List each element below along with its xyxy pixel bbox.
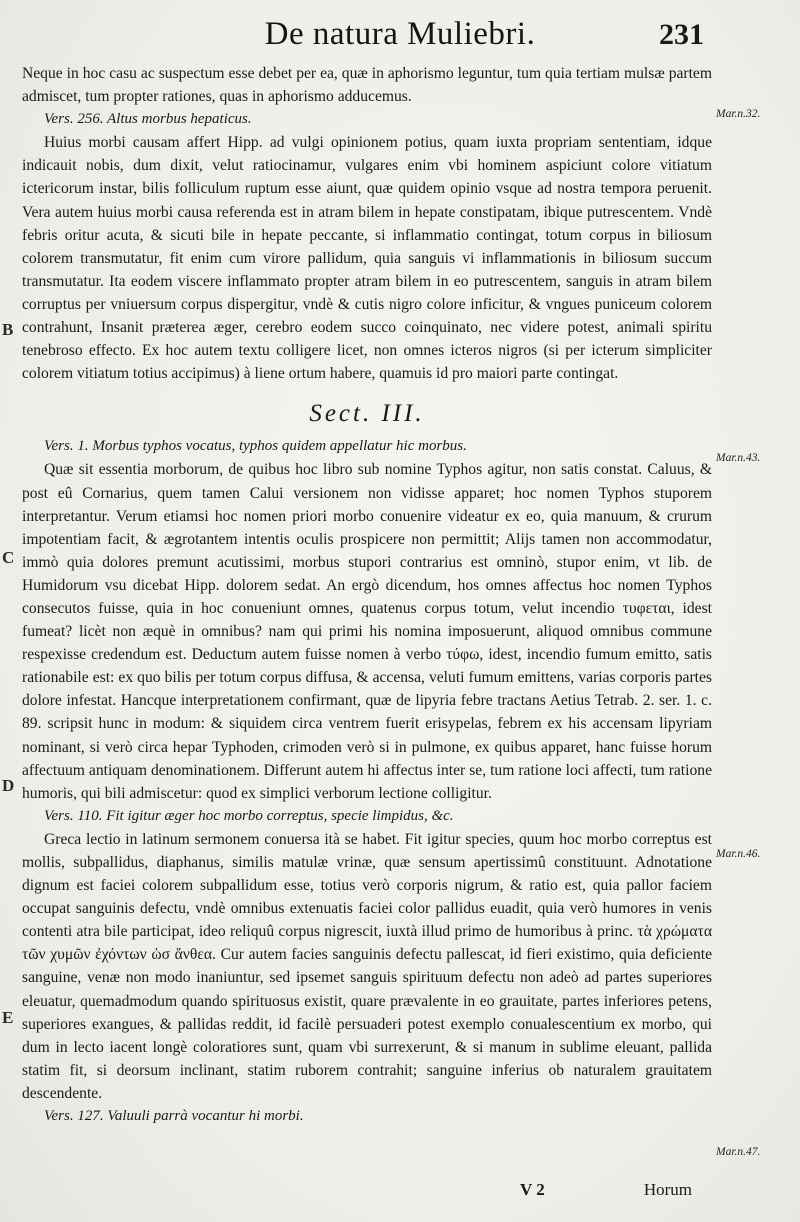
margin-reference: Mar.n.46. (716, 848, 761, 860)
main-text-block (22, 62, 712, 1128)
margin-reference: Mar.n.47. (716, 1146, 761, 1158)
verse-heading-127: Vers. 127. Valuuli parrà vocantur hi morbi. (44, 1108, 304, 1125)
margin-reference: Mar.n.43. (716, 452, 761, 464)
paragraph-limpidus: Greca lectio in latinum sermonem conuersa ità se habet. Fit igitur species, quum hoc morbo correptus est mollis, subpallidus, diaphanus, similis matulæ vrinæ, quæ sensum apertissimû constituunt. Adnotatione dignum est faciei colorem subpallidum esse, totius verò corporis nigrum, & ratio est, quia pallor faciem occupat sanguinis defectu, vndè omnibus extenuatis faciei color pallidus euadit, quia verò humores in venis contenti atra bile participat, ideo reliquû corpus nigrescit, iuxtà illud primo de humoribus à princ. τὰ χρώματα τῶν χυμῶν ἐχόντων ὡσ ἄνθεα. Cur autem facies sanguinis defectu pallescat, id fieri existimo, quia deficiente sanguine, venæ non modo inaniuntur, sed ipsemet sanguis spirituum defectu non adeò ad partes superiores eleuatur, quemadmodum quando spirituosus existit, quare prævalente in eo grauitate, partes inferiores petens, superiores exangues, & pallidas reddit, id facilè persuaderi potest exemplo conualescentium ex morbo, qui dum in lecto iacent longè coloratiores sunt, quam vbi surrexerunt, & si manum in sublime eleuant, pallida statim fit, si deorsum inclinant, statim ruborem contrahit; sanguine inferius ob naturalem grauitatem descendente. (22, 830, 712, 1102)
page-number: 231 (659, 18, 704, 51)
paragraph-hepaticus: Huius morbi causam affert Hipp. ad vulgi opinionem potius, quam iuxta propriam sententiam, idque indicauit nobis, dum dixit, velut ratiocinamur, vulgares enim vbi hominem aspiciunt colore vitiatum ictericorum instar, bilis folliculum ruptum esse aiunt, quæ quidem opinio vsque ad nostra tempora peruenit. Vera autem huius morbi causa referenda est in atram bilem in hepate constipatam, ibique putrescentem. Vndè febris oritur acuta, & sicuti bile in hepate peccante, si inflammatio contingat, totum corpus in biliosum colorem transmutatur, fit enim cum virore pallidum, quia sanguis vi inflammationis in biliosum succum transmutatur. Ita eodem viscere inflammato propter atram bilem in eo putrescentem, sanguis in atram bilem corruptus per vniuersum corpus dispergitur, vndè & cutis nigro colore inficitur, & vngues puniceum colorem contrahunt, Insanit præterea æger, cerebro eodem succo coinquinato, nec videre potest, animali spiritu tenebroso effecto. Ex hoc autem textu colligere licet, non omnes icteros nigros (si per icterum simpliciter colorem vitiatum totius accipimus) à liene ortum habere, quamuis id pro maiori parte contingat. (22, 134, 712, 383)
side-letter-marker: D (2, 776, 15, 795)
catchword: Horum (643, 1180, 692, 1199)
side-letter-marker: E (2, 1008, 14, 1027)
section-heading: Sect. III. (309, 400, 425, 428)
paragraph-opening: Neque in hoc casu ac suspectum esse debet per ea, quæ in aphorismo leguntur, tum quia tertiam mulsæ partem admiscet, tum propter rationes, quas in aphorismo adducemus. (22, 65, 712, 106)
verse-heading-1: Vers. 1. Morbus typhos vocatus, typhos quidem appellatur hic morbus. (44, 438, 467, 455)
running-title: De natura Muliebri. (264, 16, 536, 52)
side-letter-marker: B (2, 320, 14, 339)
running-head (0, 10, 800, 58)
paragraph-typhos: Quæ sit essentia morborum, de quibus hoc libro sub nomine Typhos agitur, non satis constat. Caluus, & post eû Cornarius, quem tamen Calui versionem non vidisse apparet; hoc nomen Typhos stuporem interpretantur. Verum etiamsi hoc nomen priori morbo conuenire videatur ex eo, quia manuum, & crurum impotentiam facit, & ægrotantem intentis oculis prospicere non permittit; Alijs tamen non accommodatur, immò quia dolores premunt acutissimi, morbus stupori contrarius est omninò, stupor enim, vt lib. de Humidorum vsu dicebat Hipp. dolorem sedat. An ergò dicendum, hos omnes affectus hoc nomen Typhos consecutos fuisse, quia in hoc conueniunt omnes, quatenus corpus totum, velut incendio τυφεται, idest fumeat? licèt non æquè in omnibus? nam qui primi his nomina imposuerunt, aliquod omnibus commune respexisse credendum est. Deductum autem fuisse nomen à verbo τύφω, idest, incendio fumum emitto, satis rationabile est: ex quo bilis per totum corpus diffusa, & accensa, veluti fumum emittens, varias corporis partes dolore infestat. Hancque interpretationem confirmant, quæ de lipyria febre tractans Aetius Tetrab. 2. ser. 1. c. 89. scripsit hunc in modum: & siquidem circa ventrem fuerit erisypelas, febrem ex his accensam lipyriam nominant, si verò circa hepar Typhoden, crimoden verò si in pulmone, ex quibus apparet, hanc fuisse horum affectuum antiquam denominationem. Differunt autem hi affectus inter se, tum ratione loci affecti, tum ratione humoris, qui bili admiscetur: quod ex simplici verborum lectione colligitur. (22, 461, 712, 802)
side-letter-marker: C (2, 548, 15, 567)
signature-mark: V 2 (520, 1180, 545, 1199)
margin-reference: Mar.n.32. (716, 108, 761, 120)
verse-heading-256: Vers. 256. Altus morbus hepaticus. (44, 111, 252, 128)
verse-heading-110: Vers. 110. Fit igitur æger hoc morbo correptus, specie limpidus, &c. (44, 807, 454, 824)
